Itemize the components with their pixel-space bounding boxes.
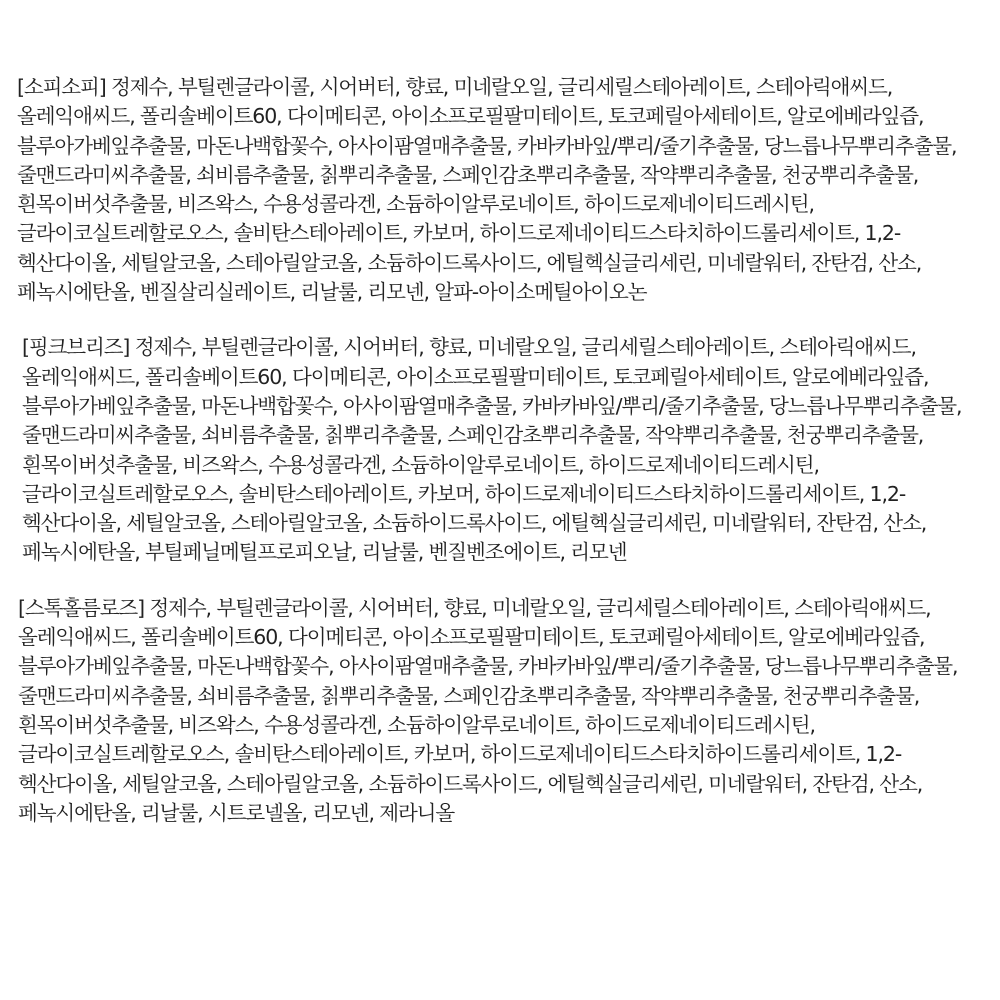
ingredient-list: 정제수, 부틸렌글라이콜, 시어버터, 향료, 미네랄오일, 글리세릴스테아레이트, 스테아릭애씨드, 올레익애씨드, 폴리솔베이트60, 다이메티콘, 아이소프로필팔미테이트, 토코페릴아세테이트, 알로에베라잎즙, 블루아가베잎추출물, 마돈나백합꽃수, 아사이팜열매추출물, 카바카바잎/뿌리/줄기추출물, 당느릅나무뿌리추출물, 줄맨드라미씨추출물, 쇠비름추출물, 칡뿌리추출물, 스페인감초뿌리추출물, 작약뿌리추출물, 천궁뿌리추출물, 흰목이버섯추출물, 비즈왁스, 수용성콜라겐, 소듐하이알루로네이트, 하이드로제네이티드레시틴, 글라이코실트레할로오스, 솔비탄스테아레이트, 카보머, 하이드로제네이티드스타치하이드롤리세이트, 1,2-헥산다이올, 세틸알코올, 스테아릴알코올, 소듐하이드록사이드, 에틸헥실글리세린, 미네랄워터, 잔탄검, 산소, 페녹시에탄올, 벤질살리실레이트, 리날룰, 리모넨, 알파-아이소메틸아이오논 (17, 75, 962, 305)
ingredient-list: 정제수, 부틸렌글라이콜, 시어버터, 향료, 미네랄오일, 글리세릴스테아레이트, 스테아릭애씨드, 올레익애씨드, 폴리솔베이트60, 다이메티콘, 아이소프로필팔미테이트, 토코페릴아세테이트, 알로에베라잎즙, 블루아가베잎추출물, 마돈나백합꽃수, 아사이팜열매추출물, 카바카바잎/뿌리/줄기추출물, 당느릅나무뿌리추출물, 줄맨드라미씨추출물, 쇠비름추출물, 칡뿌리추출물, 스페인감초뿌리추출물, 작약뿌리추출물, 천궁뿌리추출물, 흰목이버섯추출물, 비즈왁스, 수용성콜라겐, 소듐하이알루로네이트, 하이드로제네이티드레시틴, 글라이코실트레할로오스, 솔비탄스테아레이트, 카보머, 하이드로제네이티드스타치하이드롤리세이트, 1,2-헥산다이올, 세틸알코올, 스테아릴알코올, 소듐하이드록사이드, 에틸헥실글리세린, 미네랄워터, 잔탄검, 산소, 페녹시에탄올, 리날룰, 시트로넬올, 리모넨, 제라니올 (18, 595, 963, 825)
section-title: [핑크브리즈] (22, 335, 130, 360)
section-title: [소피소피] (17, 75, 106, 99)
ingredient-list: 정제수, 부틸렌글라이콜, 시어버터, 향료, 미네랄오일, 글리세릴스테아레이트, 스테아릭애씨드, 올레익애씨드, 폴리솔베이트60, 다이메티콘, 아이소프로필팔미테이트, 토코페릴아세테이트, 알로에베라잎즙, 블루아가베잎추출물, 마돈나백합꽃수, 아사이팜열매추출물, 카바카바잎/뿌리/줄기추출물, 당느릅나무뿌리추출물, 줄맨드라미씨추출물, 쇠비름추출물, 칡뿌리추출물, 스페인감초뿌리추출물, 작약뿌리추출물, 천궁뿌리추출물, 흰목이버섯추출물, 비즈왁스, 수용성콜라겐, 소듐하이알루로네이트, 하이드로제네이티드레시틴, 글라이코실트레할로오스, 솔비탄스테아레이트, 카보머, 하이드로제네이티드스타치하이드롤리세이트, 1,2-헥산다이올, 세틸알코올, 스테아릴알코올, 소듐하이드록사이드, 에틸헥실글리세린, 미네랄워터, 잔탄검, 산소, 페녹시에탄올, 부틸페닐메틸프로피오날, 리날룰, 벤질벤조에이트, 리모넨 (22, 335, 967, 565)
ingredient-section-stockholm-rose (17, 594, 970, 828)
ingredient-section-pink-breeze (17, 333, 970, 567)
ingredient-section-sophie-sophie (17, 73, 970, 307)
section-title: [스톡홀름로즈] (18, 595, 145, 620)
